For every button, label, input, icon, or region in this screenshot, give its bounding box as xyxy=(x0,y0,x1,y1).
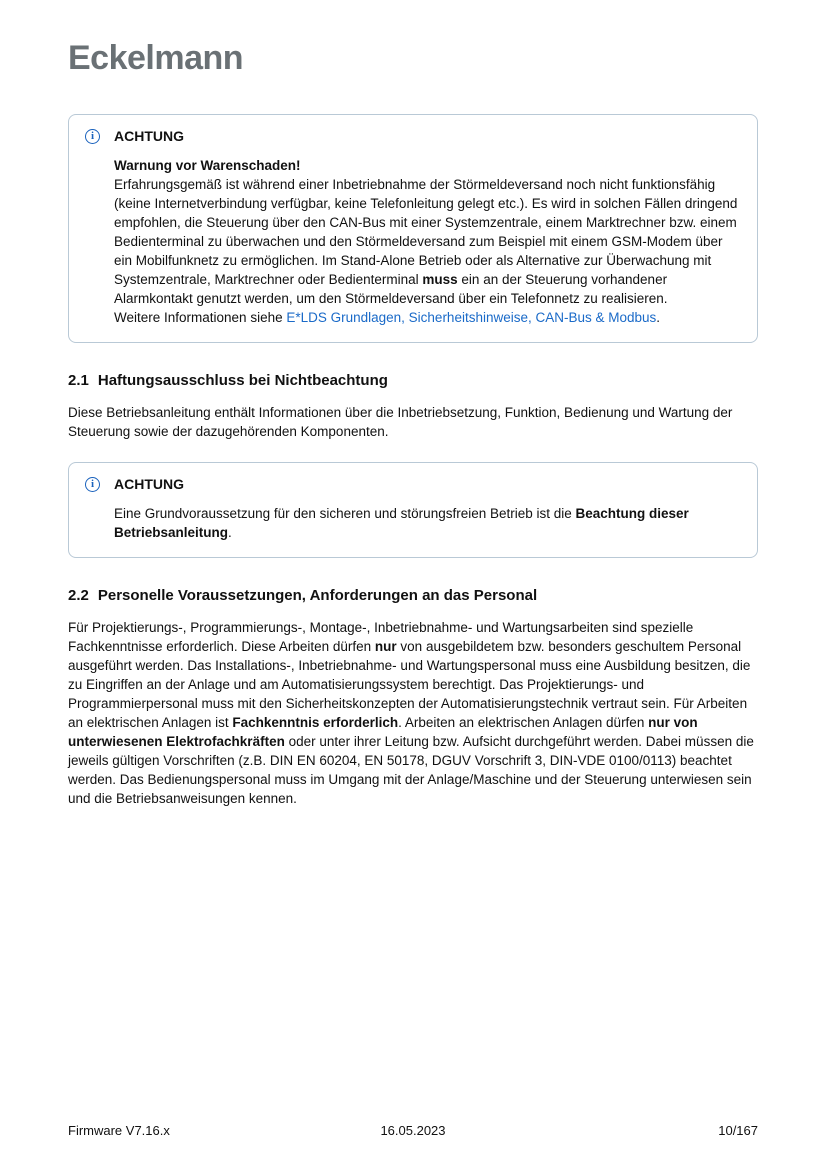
info-icon: i xyxy=(85,129,100,144)
section-number: 2.1 xyxy=(68,372,89,389)
notice-box-betriebsanleitung xyxy=(68,462,758,558)
section-2-2-paragraph: Für Projektierungs-, Programmierungs-, Montage-, Inbetriebnahme- und Wartungsarbeiten sind spezielle Fachkenntnisse erforderlich. Diese Arbeiten dürfen nur von ausgebildetem bzw. besonders geschultem Personal ausgeführt werden. Das Installations-, Inbetriebnahme- und Wartungspersonal muss eine Ausbildung besitzen, die zu Eingriffen an der Anlage und am Automatisierungssystem berechtigt. Das Projektierungs- und Programmierpersonal muss mit den Sicherheitskonzepten der Automatisierungstechnik vertraut sein. Für Arbeiten an elektrischen Anlagen ist Fachkenntnis erforderlich. Arbeiten an elektrischen Anlagen dürfen nur von unterwiesenen Elektrofachkräften oder unter ihrer Leitung bzw. Aufsicht durchgeführt werden. Dabei müssen die jeweils gültigen Vorschriften (z.B. DIN EN 60204, EN 50178, DGUV Vorschrift 3, DIN-VDE 0100/0113) beachtet werden. Das Bedienungspersonal muss im Umgang mit der Anlage/Maschine und der Steuerung unterwiesen sein und die Betriebsanweisungen kennen. xyxy=(68,620,754,806)
page-footer xyxy=(68,1123,758,1139)
notice-subtitle: Warnung vor Warenschaden! xyxy=(114,158,301,173)
notice-icon-column xyxy=(85,476,114,492)
document-link[interactable]: E*LDS Grundlagen, Sicherheitshinweise, CAN-Bus & Modbus xyxy=(286,310,657,325)
footer-date: 16.05.2023 xyxy=(380,1123,446,1138)
info-icon: i xyxy=(85,477,100,492)
notice-body xyxy=(114,476,743,542)
notice-text: Eine Grundvoraussetzung für den sicheren und störungsfreien Betrieb ist die Beachtung dieser Betriebsanleitung. xyxy=(114,506,689,540)
section-heading-2-1 xyxy=(68,372,758,390)
notice-icon-column xyxy=(85,128,114,144)
notice-body xyxy=(114,128,743,327)
notice-title: ACHTUNG xyxy=(114,128,184,144)
eckelmann-logo: Eckelmann xyxy=(68,39,244,77)
section-title: Personelle Voraussetzungen, Anforderungen an das Personal xyxy=(97,587,538,604)
section-number: 2.2 xyxy=(68,587,89,604)
footer-firmware-version: Firmware V7.16.x xyxy=(68,1123,170,1138)
section-title: Haftungsausschluss bei Nichtbeachtung xyxy=(97,372,388,389)
notice-box-warenschaden xyxy=(68,114,758,343)
section-2-1-paragraph: Diese Betriebsanleitung enthält Informationen über die Inbetriebsetzung, Funktion, Bedienung und Wartung der Steuerung sowie der dazugehörenden Komponenten. xyxy=(68,405,733,439)
notice-title: ACHTUNG xyxy=(114,476,184,492)
footer-page-number: 10/167 xyxy=(718,1123,758,1138)
notice-text: Erfahrungsgemäß ist während einer Inbetriebnahme der Störmeldeversand noch nicht funktionsfähig (keine Internetverbindung verfügbar, keine Telefonleitung gelegt etc.). Es wird in solchen Fällen dringend empfohlen, die Steuerung über den CAN-Bus mit einer Systemzentrale, einem Marktrechner bzw. einem Bedienterminal zu überwachen und den Störmeldeversand zum Beispiel mit einem GSM-Modem über ein Mobilfunknetz zu ermöglichen. Im Stand-Alone Betrieb oder als Alternative zur Überwachung mit Systemzentrale, Marktrechner oder Bedienterminal muss ein an der Steuerung vorhandener Alarmkontakt genutzt werden, um den Störmeldeversand über ein Telefonnetz zu realisieren. Weitere Informationen siehe E*LDS Grundlagen, Sicherheitshinweise, CAN-Bus & Modbus. xyxy=(114,177,738,325)
section-heading-2-2 xyxy=(68,587,758,605)
